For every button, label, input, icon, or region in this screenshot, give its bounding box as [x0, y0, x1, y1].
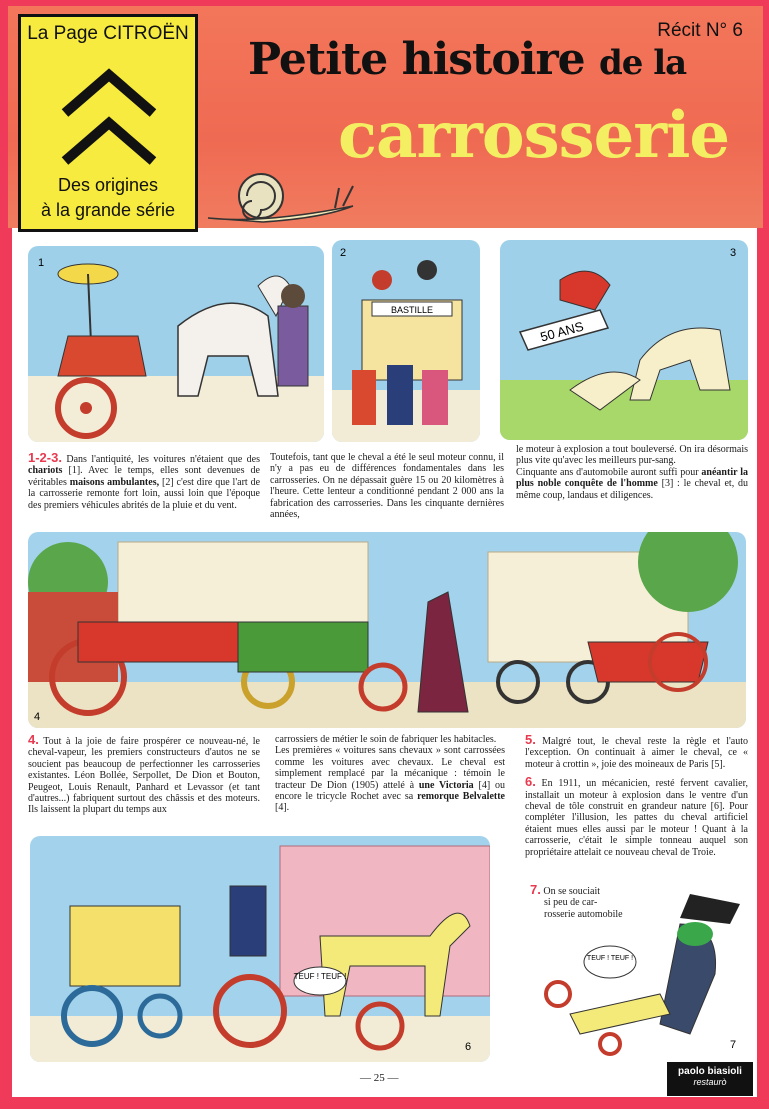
illustration-number: 6 [465, 1041, 472, 1053]
text-column-4 [28, 734, 260, 816]
bold-text: chariots [28, 465, 63, 477]
body-text: rosserie automobile [544, 908, 623, 920]
illustration-number: 7 [730, 1039, 737, 1051]
snail-icon [203, 166, 363, 226]
illustration-4-street-scene [28, 532, 746, 728]
title-line1 [248, 34, 686, 85]
illustration-3-horse-car [500, 240, 748, 440]
teuf-bubble: TEUF ! TEUF ! [293, 972, 347, 981]
illustration-number: 1 [38, 257, 45, 269]
lead-number: 7. [530, 882, 541, 897]
citroen-logo-box [18, 14, 198, 232]
body-text: En 1911, un mécanicien, resté fervent cavalier, installait un moteur à explosion dans le ventre d'un cheval de tôle construit en grandeur nature [6]. Pour compléter l'illusion, les pattes du cheval artificiel étaient mues elles aussi par le moteur ! Quant à la carrosserie, c'était le simple tonneau auquel son propriétaire attelait ce nouveau cheval de Troie. [525, 778, 748, 858]
illustration-number: 4 [34, 711, 41, 723]
title-small: de la [598, 43, 687, 83]
body-text: Dans l'antiquité, les voitures n'étaient que des [61, 454, 260, 465]
logo-subtitle-line1: Des origines [57, 175, 159, 195]
text-column-2 [270, 452, 504, 520]
restorer-credit [667, 1062, 753, 1096]
lead-number: 6. [525, 774, 536, 790]
bold-text: maisons ambulantes, [69, 476, 160, 488]
body-text: carrossiers de métier le soin de fabriquer les habitacles. [275, 734, 497, 745]
bold-text: anéantir la plus noble conquête de l'homme [516, 466, 748, 490]
body-text: [3] : le cheval et, du même coup, landaus et diligences. [516, 478, 749, 501]
text-column-3 [516, 444, 748, 501]
bastille-sign: BASTILLE [390, 305, 434, 315]
body-text: le moteur à explosion a tout bouleversé. On ira désormais plus vite qu'avec les meilleurs pur-sang. [516, 444, 748, 467]
body-text: Toutefois, tant que le cheval a été le seul moteur connu, il n'y a pas eu de différences fondamentales dans les carrosseries. On ne dépassait guère 15 ou 20 kilomètres à l'heure. Cette lenteur a conditionné pendant 2 000 ans la fabrication des carrosseries. Dans les cinquante dernières années, [270, 452, 504, 521]
logo-subtitle-line2: à la grande série [40, 200, 176, 220]
fifty-years-sign: 50 ANS [538, 318, 586, 345]
credit-role: restaurò [693, 1077, 727, 1087]
title-line2: carrosserie [338, 98, 730, 173]
page-number: — 25 — [360, 1072, 399, 1084]
body-text: Malgré tout, le cheval reste la règle et l'auto l'exception. On continuait à aimer le cheval, ce « moteur à crottin », joie des moineaux de Paris [5]. [525, 736, 748, 770]
body-text: [1]. Avec le temps, elles sont devenues de véritables [28, 465, 260, 488]
illustration-6-mechanical-horse [30, 836, 490, 1062]
header-banner [8, 6, 763, 228]
text-column-1 [28, 452, 260, 511]
illustration-number: 3 [730, 247, 737, 259]
illustration-1-chariot [28, 246, 324, 442]
lead-number: 1-2-3. [28, 450, 62, 465]
body-text: Les premières « voitures sans chevaux » sont carrossées comme les voitures avec chevaux. Le cheval est simplement remplacé par la mécanique : témoin le tracteur De Dion (1905) attelé à [275, 745, 505, 791]
lead-number: 4. [28, 732, 39, 747]
body-text: Cinquante ans d'automobile auront suffi pour [516, 466, 702, 478]
body-text: si peu de car- [544, 897, 598, 909]
teuf-bubble: TEUF ! TEUF ! [586, 955, 634, 962]
illustration-7-crashed-driver [530, 884, 750, 1064]
illustration-2-omnibus [332, 240, 480, 442]
text-column-5 [275, 734, 505, 814]
body-text: [4] ou encore le tricycle Rochet avec sa [275, 779, 505, 803]
text-column-6 [525, 734, 748, 858]
body-text: On se souciait [540, 886, 600, 897]
body-text: Tout à la joie de faire prospérer ce nouveau-né, le cheval-vapeur, les premiers constructeurs d'autos ne se soucient pas beaucoup de perfectionner les carrosseries existantes. Léon Bollée, Serpollet, De Dion et Bouton, Peugeot, Louis Renault, Panhard et Levassor (et tant d'autres...) fabriquent surtout des châssis et des moteurs. Ils laissent la plupart du temps aux [28, 736, 260, 816]
illustration-number: 2 [340, 247, 347, 259]
bold-text: remorque Belvalette [417, 791, 505, 803]
credit-name: paolo biasioli [678, 1066, 742, 1077]
lead-number: 5. [525, 732, 536, 747]
story-number: Récit N° 6 [657, 20, 743, 41]
logo-title: La Page CITROËN [27, 23, 189, 44]
title-main: Petite histoire [248, 34, 585, 85]
body-text: [4]. [275, 802, 290, 814]
citroen-chevrons-icon [61, 67, 157, 167]
bold-text: une Victoria [418, 779, 474, 791]
body-text: [2] c'est dire que l'art de la carrosserie remonte fort loin, aussi loin que l'époque des premiers véhicules abrités de la pluie et du vent. [28, 476, 261, 511]
